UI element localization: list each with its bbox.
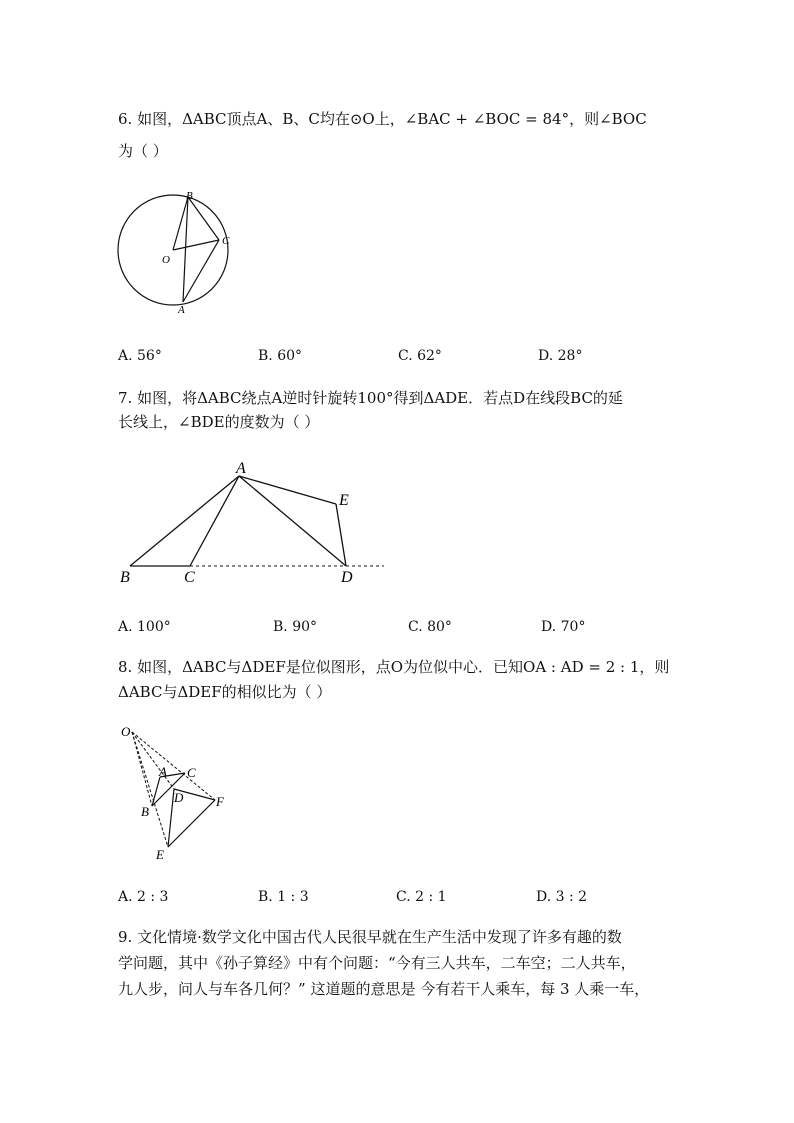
label-o: O: [121, 724, 131, 739]
q7-rotation-figure: [112, 455, 392, 590]
ray-oe: [132, 732, 168, 847]
q7-stem-line2: 长线上，∠BDE的度数为（ ）: [118, 413, 320, 431]
label-b: B: [141, 804, 149, 819]
segment-bc: [188, 197, 219, 240]
label-a: A: [178, 304, 185, 316]
q6-option-d: D. 28°: [538, 348, 583, 364]
q8-option-d: D. 3 : 2: [536, 889, 588, 905]
q8-homothety-figure: [112, 720, 237, 865]
label-d: D: [341, 569, 353, 586]
q6-option-c: C. 62°: [398, 348, 442, 364]
q8-stem-line1: 8. 如图，ΔABC与ΔDEF是位似图形，点O为位似中心．已知OA : AD = 2 : 1，则: [118, 658, 670, 676]
q7-option-b: B. 90°: [273, 619, 318, 635]
label-c: C: [184, 569, 195, 586]
label-c: C: [187, 765, 196, 780]
q6-stem-line2: 为（ ）: [118, 142, 168, 160]
segment-ad: [239, 476, 346, 566]
label-b: B: [120, 569, 130, 586]
q7-option-c: C. 80°: [408, 619, 452, 635]
q9-stem-line1: 9. 文化情境·数学文化中国古代人民很早就在生产生活中发现了许多有趣的数: [118, 928, 622, 946]
q7-option-a: A. 100°: [118, 619, 171, 635]
segment-ef: [168, 800, 215, 847]
q6-option-a: A. 56°: [118, 348, 162, 364]
label-b: B: [186, 190, 193, 202]
label-f: F: [216, 794, 224, 809]
label-e: E: [339, 492, 349, 509]
q9-stem-line3: 九人步，问人与车各几何？” 这道题的意思是 今有若干人乘车，每 3 人乘一车，: [118, 980, 650, 998]
ray-ob: [132, 732, 152, 806]
q6-circle-figure: [110, 186, 245, 318]
q7-stem-line1: 7. 如图，将ΔABC绕点A逆时针旋转100°得到ΔADE．若点D在线段BC的延: [118, 389, 623, 407]
q6-stem-line1: 6. 如图，ΔABC顶点A、B、C均在⊙O上，∠BAC + ∠BOC = 84°，则∠BOC: [118, 110, 647, 128]
q8-option-b: B. 1 : 3: [258, 889, 309, 905]
segment-ac: [183, 240, 219, 302]
q8-stem-line2: ΔABC与ΔDEF的相似比为（ ）: [118, 683, 332, 701]
segment-ae: [239, 476, 336, 504]
segment-oc: [173, 240, 219, 250]
q9-stem-line2: 学问题，其中《孙子算经》中有个问题：“今有三人共车，二车空；二人共车，: [118, 954, 636, 972]
q8-option-a: A. 2 : 3: [118, 889, 169, 905]
q7-option-d: D. 70°: [541, 619, 586, 635]
label-c: C: [222, 235, 230, 247]
label-a: A: [236, 460, 246, 477]
q8-option-c: C. 2 : 1: [396, 889, 447, 905]
segment-ed: [336, 504, 346, 566]
q6-option-b: B. 60°: [258, 348, 303, 364]
label-a: A: [159, 764, 167, 779]
label-d: D: [174, 790, 184, 805]
segment-ab: [130, 476, 239, 566]
label-o: O: [162, 254, 170, 266]
segment-ac: [190, 476, 239, 566]
label-e: E: [156, 847, 164, 862]
ray-od: [132, 732, 174, 789]
